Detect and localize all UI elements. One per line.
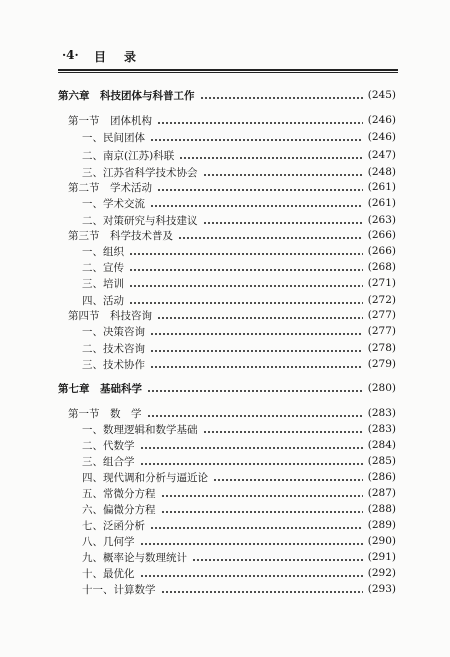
toc-page-number: (263) (367, 214, 396, 226)
toc-entry-title: 十一、计算数学 (82, 583, 156, 596)
header-title-char-1: 目 (94, 50, 107, 64)
toc-chapter (58, 378, 396, 398)
toc-page-number: (291) (367, 551, 396, 563)
toc-page-number: (261) (367, 197, 396, 209)
toc-chapter (58, 85, 396, 105)
toc-entry-title: 二、南京(江苏)科联 (82, 149, 175, 162)
dot-leader (157, 317, 363, 319)
toc-entry-title: 一、数理逻辑和数学基础 (82, 423, 198, 436)
toc-entry-title: 七、泛函分析 (82, 519, 145, 532)
dot-leader (140, 463, 363, 465)
header-title-char-2: 录 (124, 50, 137, 64)
dot-leader (140, 543, 363, 545)
toc-entry-title: 二、对策研究与科技建议 (82, 214, 198, 227)
toc-page-number: (286) (367, 471, 396, 483)
toc-page-number: (287) (367, 487, 396, 499)
toc-entry-title: 一、组织 (82, 245, 124, 258)
toc-entry-title: 一、决策咨询 (82, 325, 145, 338)
toc-entry-title: 第三节 科学技术普及 (68, 229, 173, 242)
dot-leader (161, 511, 363, 513)
dot-leader (150, 139, 363, 141)
dot-leader (129, 269, 363, 271)
toc-page-number: (266) (367, 229, 396, 241)
toc-entry-title: 五、常微分方程 (82, 487, 156, 500)
dot-leader (203, 431, 363, 433)
toc-entry-title: 八、几何学 (82, 535, 135, 548)
dot-leader (147, 390, 363, 392)
dot-leader (200, 97, 363, 99)
dot-leader (157, 189, 363, 191)
toc-page-number: (246) (367, 114, 396, 126)
dot-leader (150, 333, 363, 335)
toc-entry-title: 九、概率论与数理统计 (82, 551, 187, 564)
dot-leader (203, 222, 363, 224)
toc-entry-title: 第一节 团体机构 (68, 114, 152, 127)
toc-page-number: (278) (367, 342, 396, 354)
toc-entry-title: 六、偏微分方程 (82, 503, 156, 516)
dot-leader (150, 350, 363, 352)
toc-entry-title: 第二节 学术活动 (68, 181, 152, 194)
dot-leader (140, 575, 363, 577)
page-number: ·4· (62, 48, 79, 62)
toc-page-number: (277) (367, 309, 396, 321)
toc-entry-title: 二、技术咨询 (82, 342, 145, 355)
toc-page-number: (284) (367, 439, 396, 451)
dot-leader (150, 205, 363, 207)
dot-leader (192, 559, 363, 561)
toc-page-number: (247) (367, 149, 396, 161)
toc-entry-title: 第六章 科技团体与科普工作 (58, 89, 195, 102)
toc-page-number: (248) (367, 166, 396, 178)
toc-entry-title: 第四节 科技咨询 (68, 309, 152, 322)
dot-leader (129, 285, 363, 287)
toc-entry-title: 第一节 数 学 (68, 407, 142, 420)
dot-leader (150, 366, 363, 368)
toc-page-number: (292) (367, 567, 396, 579)
toc-page-number: (246) (367, 131, 396, 143)
toc-entry-title: 三、技术协作 (82, 358, 145, 371)
dot-leader (147, 415, 363, 417)
toc-page-number: (283) (367, 423, 396, 435)
dot-leader (150, 527, 363, 529)
toc-entry-title: 四、现代调和分析与逼近论 (82, 471, 208, 484)
toc-entry-title: 二、代数学 (82, 439, 135, 452)
dot-leader (178, 237, 363, 239)
toc-page-number: (290) (367, 535, 396, 547)
toc-item (82, 127, 396, 147)
dot-leader (161, 495, 363, 497)
toc-page-number: (271) (367, 277, 396, 289)
dot-leader (129, 302, 363, 304)
toc-entry-title: 十、最优化 (82, 567, 135, 580)
dot-leader (157, 122, 363, 124)
dot-leader (129, 253, 363, 255)
toc-entry-title: 第七章 基础科学 (58, 382, 142, 395)
toc-page-number: (245) (367, 89, 396, 101)
toc-page-number: (261) (367, 181, 396, 193)
toc-entry-title: 三、江苏省科学技术协会 (82, 166, 198, 179)
toc-entry-title: 二、宣传 (82, 261, 124, 274)
toc-entry-title: 一、民间团体 (82, 131, 145, 144)
toc-page-number: (279) (367, 358, 396, 370)
toc-page-number: (283) (367, 407, 396, 419)
toc-page-number: (280) (367, 382, 396, 394)
toc-page-number: (293) (367, 583, 396, 595)
toc-entry-title: 三、组合学 (82, 455, 135, 468)
toc-entry-title: 四、活动 (82, 294, 124, 307)
dot-leader (140, 447, 363, 449)
toc-page-number: (289) (367, 519, 396, 531)
dot-leader (161, 591, 363, 593)
toc-page-number: (266) (367, 245, 396, 257)
toc-entry-title: 一、学术交流 (82, 197, 145, 210)
toc-page-number: (272) (367, 294, 396, 306)
toc-page-number: (285) (367, 455, 396, 467)
toc-item (82, 579, 396, 599)
dot-leader (203, 174, 363, 176)
toc-item (82, 354, 396, 374)
toc-page-number: (268) (367, 261, 396, 273)
toc-entry-title: 三、培训 (82, 277, 124, 290)
toc-page-number: (277) (367, 325, 396, 337)
toc-page-number: (288) (367, 503, 396, 515)
dot-leader (213, 479, 363, 481)
dot-leader (179, 157, 363, 159)
